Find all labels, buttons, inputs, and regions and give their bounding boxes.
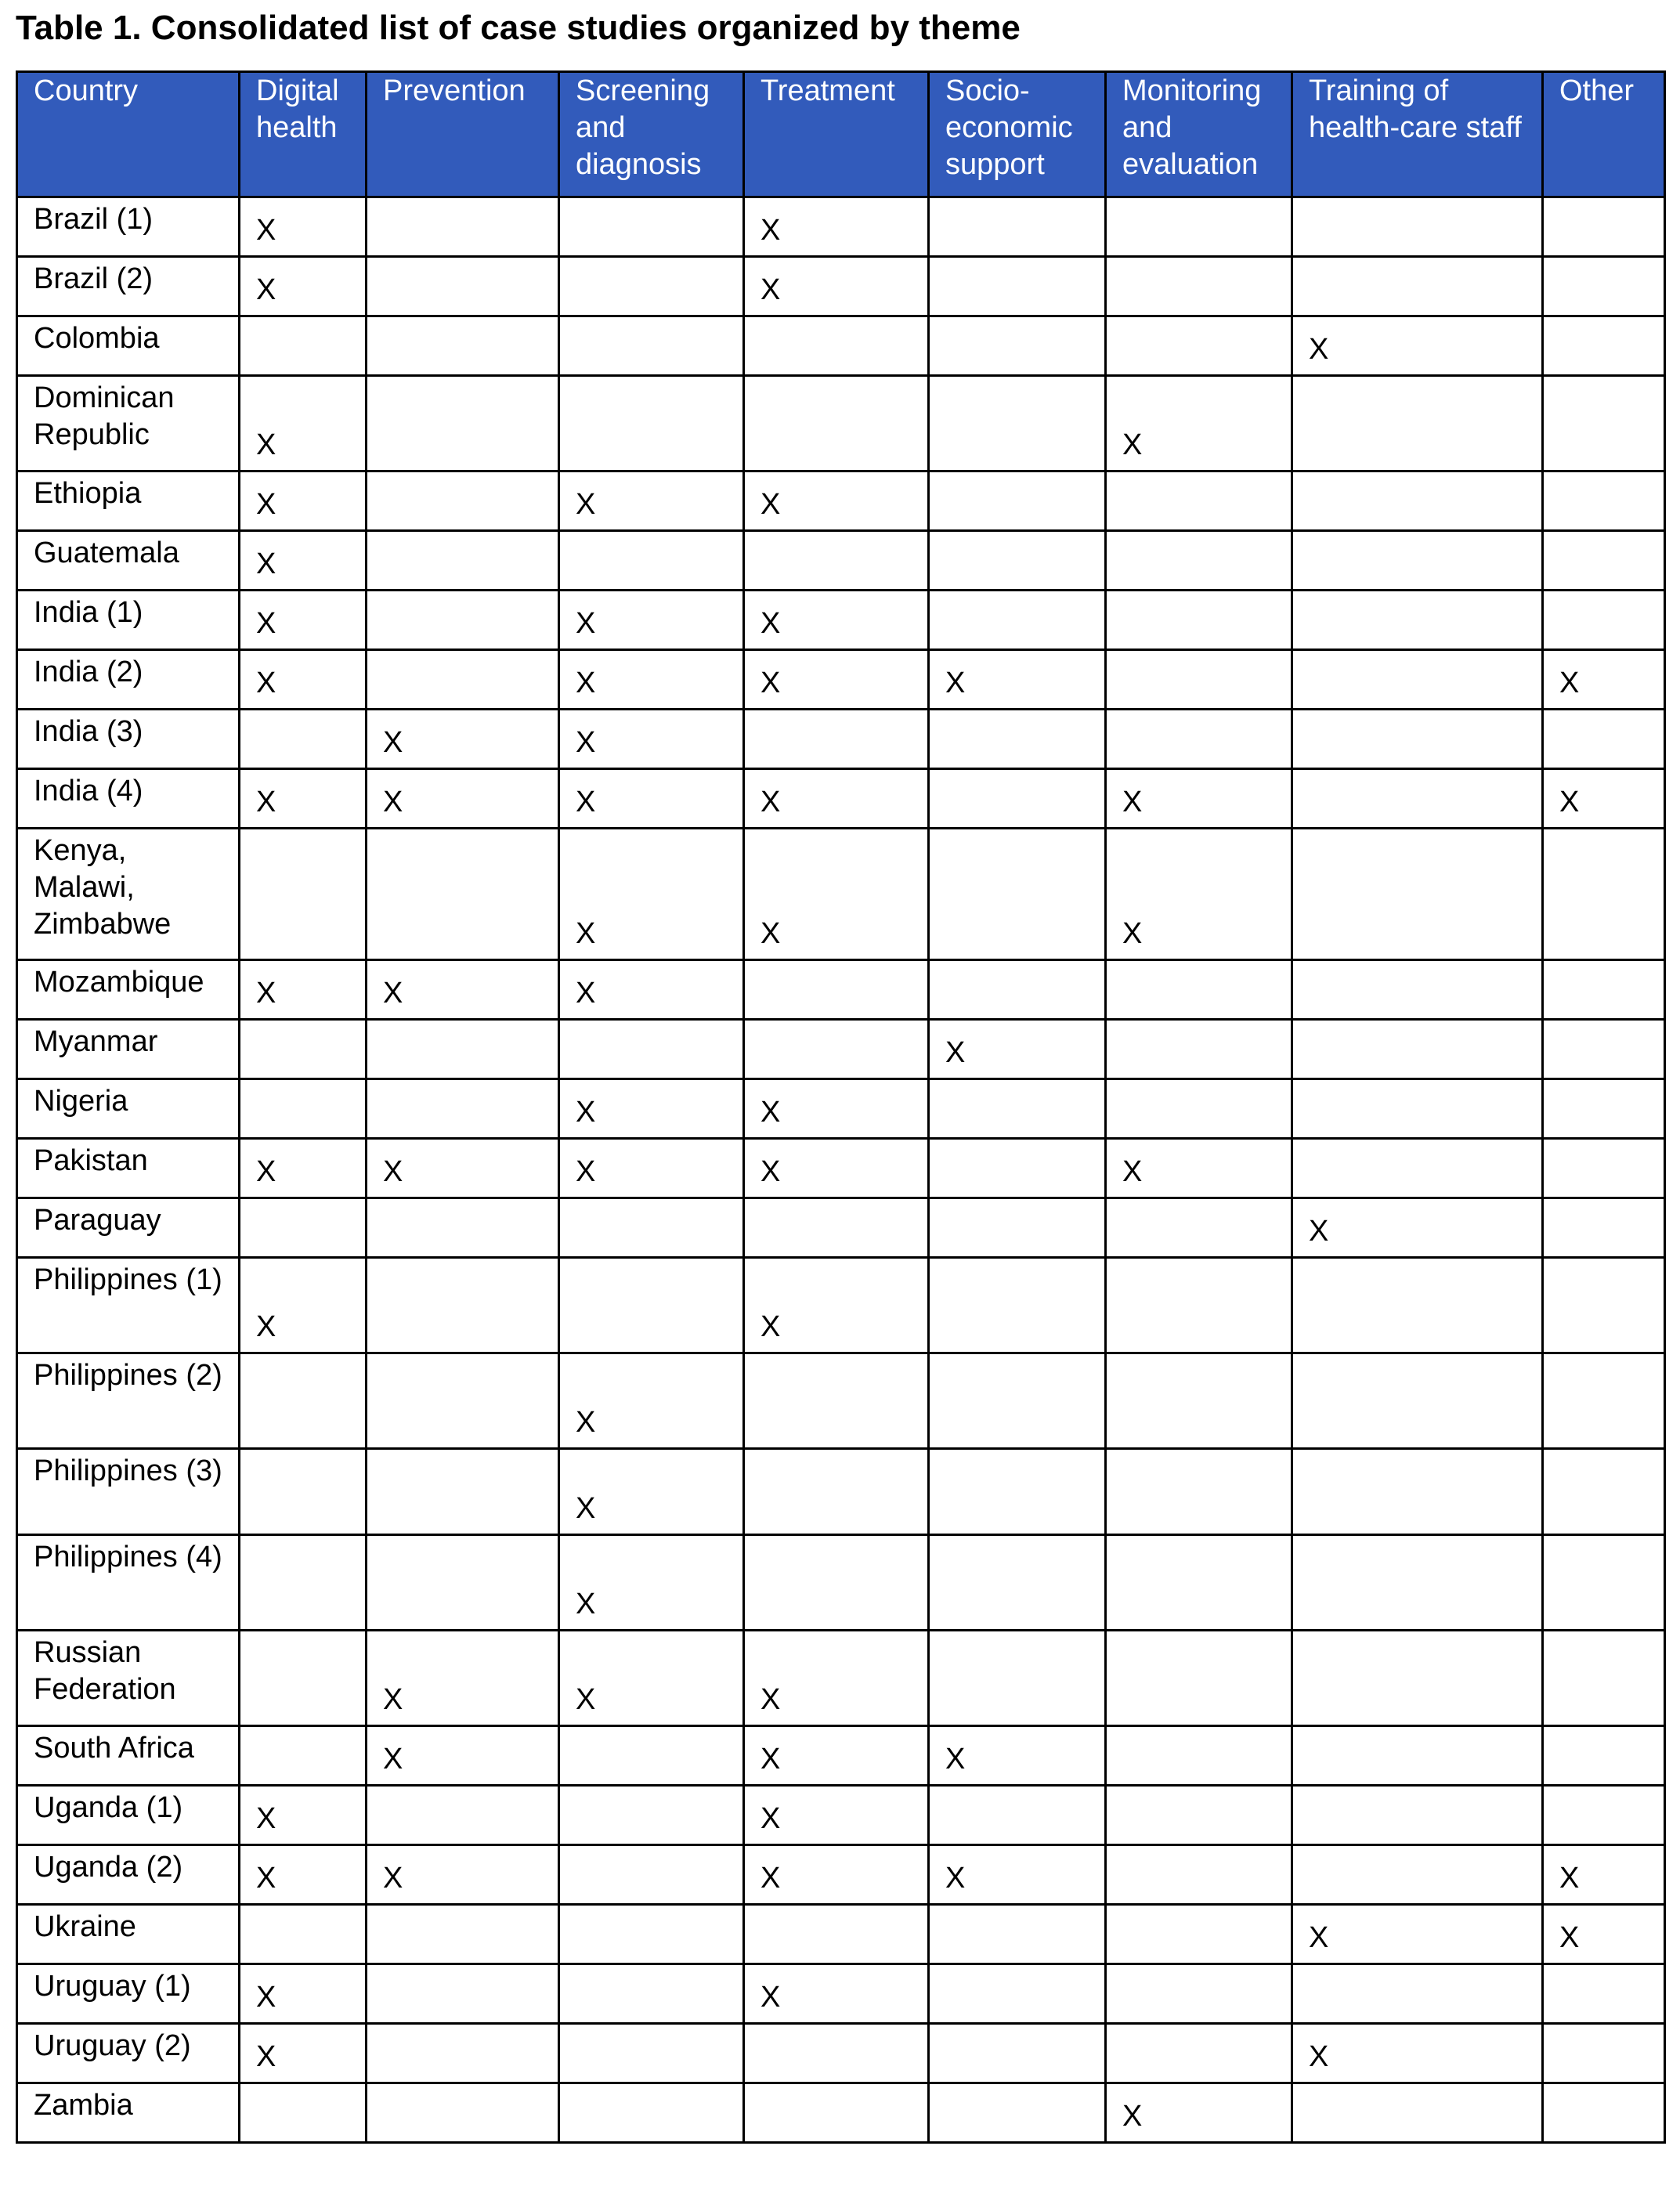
theme-mark-cell <box>1292 591 1543 650</box>
table-row <box>17 769 1665 829</box>
theme-mark-cell <box>367 591 559 650</box>
theme-mark-cell: X <box>240 257 367 316</box>
theme-mark-cell: X <box>559 710 744 769</box>
theme-mark-cell <box>1292 376 1543 471</box>
theme-mark-cell <box>744 2083 929 2143</box>
theme-mark-cell: X <box>929 1020 1106 1079</box>
theme-mark-cell <box>240 2083 367 2143</box>
theme-mark-cell: X <box>559 829 744 960</box>
table-row <box>17 316 1665 376</box>
theme-mark-cell <box>367 2024 559 2083</box>
theme-mark-cell: X <box>240 1845 367 1905</box>
theme-mark-cell <box>1543 1449 1665 1535</box>
theme-mark-cell: X <box>559 471 744 531</box>
theme-mark-cell: X <box>559 1449 744 1535</box>
theme-mark-cell: X <box>744 829 929 960</box>
theme-mark-cell: X <box>1292 1905 1543 1964</box>
theme-mark-cell <box>559 1786 744 1845</box>
theme-mark-cell: X <box>1106 829 1292 960</box>
theme-mark-cell <box>240 1726 367 1786</box>
theme-mark-cell: X <box>1106 769 1292 829</box>
theme-mark-cell: X <box>744 197 929 257</box>
country-cell: India (1) <box>17 591 240 650</box>
theme-mark-cell: X <box>367 710 559 769</box>
theme-mark-cell <box>559 1198 744 1258</box>
theme-mark-cell <box>240 1905 367 1964</box>
theme-mark-cell <box>1292 1449 1543 1535</box>
country-cell: Ethiopia <box>17 471 240 531</box>
theme-mark-cell <box>559 1964 744 2024</box>
country-cell: Pakistan <box>17 1139 240 1198</box>
theme-mark-cell <box>367 1449 559 1535</box>
theme-mark-cell: X <box>559 1353 744 1449</box>
column-header-other: Other <box>1543 72 1665 197</box>
country-cell: Brazil (1) <box>17 197 240 257</box>
theme-mark-cell <box>1543 1139 1665 1198</box>
table-row <box>17 471 1665 531</box>
table-row <box>17 960 1665 1020</box>
theme-mark-cell <box>1106 2024 1292 2083</box>
theme-mark-cell <box>1543 710 1665 769</box>
theme-mark-cell <box>929 591 1106 650</box>
table-row <box>17 257 1665 316</box>
theme-mark-cell <box>1106 650 1292 710</box>
theme-mark-cell <box>367 2083 559 2143</box>
theme-mark-cell: X <box>744 650 929 710</box>
table-row <box>17 1198 1665 1258</box>
theme-mark-cell <box>1543 531 1665 591</box>
theme-mark-cell: X <box>744 1258 929 1353</box>
theme-mark-cell <box>929 1535 1106 1631</box>
theme-mark-cell: X <box>744 1631 929 1726</box>
theme-mark-cell <box>1543 1786 1665 1845</box>
theme-mark-cell <box>1106 1905 1292 1964</box>
country-cell: Philippines (3) <box>17 1449 240 1535</box>
theme-mark-cell <box>929 1198 1106 1258</box>
theme-mark-cell <box>1292 471 1543 531</box>
theme-mark-cell: X <box>559 1079 744 1139</box>
country-cell: Paraguay <box>17 1198 240 1258</box>
theme-mark-cell <box>929 829 1106 960</box>
theme-mark-cell <box>929 2083 1106 2143</box>
theme-mark-cell <box>1106 471 1292 531</box>
theme-mark-cell: X <box>744 1845 929 1905</box>
theme-mark-cell: X <box>929 650 1106 710</box>
theme-mark-cell <box>1543 257 1665 316</box>
theme-mark-cell: X <box>367 1726 559 1786</box>
country-cell: Zambia <box>17 2083 240 2143</box>
theme-mark-cell <box>1543 1631 1665 1726</box>
table-row <box>17 1079 1665 1139</box>
theme-mark-cell <box>367 1020 559 1079</box>
country-cell: Kenya, Malawi, Zimbabwe <box>17 829 240 960</box>
theme-mark-cell <box>1543 2024 1665 2083</box>
table-row <box>17 1905 1665 1964</box>
theme-mark-cell <box>929 1449 1106 1535</box>
country-cell: Uruguay (2) <box>17 2024 240 2083</box>
theme-mark-cell: X <box>744 471 929 531</box>
theme-mark-cell: X <box>240 197 367 257</box>
theme-mark-cell <box>1292 197 1543 257</box>
country-cell: Philippines (2) <box>17 1353 240 1449</box>
theme-mark-cell: X <box>240 1258 367 1353</box>
theme-mark-cell <box>1292 1020 1543 1079</box>
country-cell: Colombia <box>17 316 240 376</box>
table-row <box>17 591 1665 650</box>
theme-mark-cell <box>367 376 559 471</box>
theme-mark-cell <box>559 1020 744 1079</box>
theme-mark-cell: X <box>929 1845 1106 1905</box>
country-cell: India (4) <box>17 769 240 829</box>
theme-mark-cell <box>1292 1964 1543 2024</box>
theme-mark-cell <box>1106 1631 1292 1726</box>
table-row <box>17 197 1665 257</box>
theme-mark-cell <box>559 1905 744 1964</box>
theme-mark-cell: X <box>1106 2083 1292 2143</box>
theme-mark-cell <box>929 1786 1106 1845</box>
column-header-prevention: Prevention <box>367 72 559 197</box>
theme-mark-cell: X <box>1543 769 1665 829</box>
theme-mark-cell <box>1543 1726 1665 1786</box>
theme-mark-cell: X <box>1543 1905 1665 1964</box>
theme-mark-cell <box>559 1845 744 1905</box>
country-cell: Uruguay (1) <box>17 1964 240 2024</box>
theme-mark-cell <box>1292 1535 1543 1631</box>
country-cell: Ukraine <box>17 1905 240 1964</box>
theme-mark-cell <box>1292 1786 1543 1845</box>
theme-mark-cell: X <box>744 1079 929 1139</box>
theme-mark-cell: X <box>1292 316 1543 376</box>
theme-mark-cell <box>1106 591 1292 650</box>
theme-mark-cell <box>1543 1020 1665 1079</box>
theme-mark-cell: X <box>559 591 744 650</box>
theme-mark-cell <box>1292 1845 1543 1905</box>
country-cell: Mozambique <box>17 960 240 1020</box>
table-row <box>17 1020 1665 1079</box>
theme-mark-cell <box>744 1449 929 1535</box>
theme-mark-cell <box>367 1258 559 1353</box>
theme-mark-cell <box>367 650 559 710</box>
theme-mark-cell <box>240 1353 367 1449</box>
theme-mark-cell <box>1543 960 1665 1020</box>
table-row <box>17 650 1665 710</box>
theme-mark-cell <box>929 960 1106 1020</box>
theme-mark-cell: X <box>744 591 929 650</box>
theme-mark-cell <box>1106 1198 1292 1258</box>
country-cell: Philippines (1) <box>17 1258 240 1353</box>
theme-mark-cell <box>1106 1964 1292 2024</box>
theme-mark-cell <box>559 257 744 316</box>
theme-mark-cell: X <box>367 1139 559 1198</box>
table-row <box>17 1726 1665 1786</box>
theme-mark-cell: X <box>559 1631 744 1726</box>
theme-mark-cell <box>929 1353 1106 1449</box>
column-header-country: Country <box>17 72 240 197</box>
theme-mark-cell: X <box>1543 650 1665 710</box>
theme-mark-cell <box>929 1139 1106 1198</box>
theme-mark-cell <box>744 376 929 471</box>
theme-mark-cell <box>744 1905 929 1964</box>
theme-mark-cell <box>744 710 929 769</box>
table-row <box>17 376 1665 471</box>
country-cell: Guatemala <box>17 531 240 591</box>
country-cell: Uganda (2) <box>17 1845 240 1905</box>
theme-mark-cell <box>240 1198 367 1258</box>
table-row <box>17 1139 1665 1198</box>
theme-mark-cell: X <box>1106 376 1292 471</box>
country-cell: Russian Federation <box>17 1631 240 1726</box>
theme-mark-cell <box>1292 829 1543 960</box>
theme-mark-cell <box>367 1535 559 1631</box>
theme-mark-cell: X <box>367 769 559 829</box>
table-body <box>17 197 1665 2143</box>
theme-mark-cell <box>1543 197 1665 257</box>
theme-mark-cell <box>1292 2083 1543 2143</box>
theme-mark-cell <box>1106 1535 1292 1631</box>
table-title: Table 1. Consolidated list of case studies organized by theme <box>16 9 1021 47</box>
theme-mark-cell: X <box>929 1726 1106 1786</box>
theme-mark-cell <box>367 1905 559 1964</box>
theme-mark-cell <box>367 1353 559 1449</box>
country-cell: South Africa <box>17 1726 240 1786</box>
theme-mark-cell <box>240 710 367 769</box>
theme-mark-cell <box>744 316 929 376</box>
theme-mark-cell: X <box>240 960 367 1020</box>
theme-mark-cell <box>367 197 559 257</box>
theme-mark-cell <box>1106 1845 1292 1905</box>
theme-mark-cell <box>744 1198 929 1258</box>
theme-mark-cell: X <box>240 1139 367 1198</box>
column-header-socio-economic-support: Socio-economic support <box>929 72 1106 197</box>
theme-mark-cell: X <box>240 2024 367 2083</box>
column-header-screening-diagnosis: Screening and diagnosis <box>559 72 744 197</box>
theme-mark-cell: X <box>1543 1845 1665 1905</box>
country-cell: Myanmar <box>17 1020 240 1079</box>
theme-mark-cell: X <box>367 960 559 1020</box>
theme-mark-cell <box>929 316 1106 376</box>
theme-mark-cell <box>240 316 367 376</box>
theme-mark-cell <box>744 2024 929 2083</box>
theme-mark-cell <box>367 829 559 960</box>
theme-mark-cell <box>240 1535 367 1631</box>
theme-mark-cell <box>1292 1139 1543 1198</box>
theme-mark-cell <box>367 471 559 531</box>
theme-mark-cell: X <box>367 1631 559 1726</box>
theme-mark-cell <box>1543 1353 1665 1449</box>
theme-mark-cell <box>929 1905 1106 1964</box>
theme-mark-cell <box>367 1198 559 1258</box>
theme-mark-cell <box>559 1258 744 1353</box>
column-header-monitoring-evaluation: Monitoring and evaluation <box>1106 72 1292 197</box>
country-cell: Philippines (4) <box>17 1535 240 1631</box>
theme-mark-cell <box>367 1786 559 1845</box>
theme-mark-cell <box>744 531 929 591</box>
theme-mark-cell <box>1543 1535 1665 1631</box>
theme-mark-cell: X <box>240 591 367 650</box>
table-row <box>17 710 1665 769</box>
theme-mark-cell <box>929 1631 1106 1726</box>
country-cell: Nigeria <box>17 1079 240 1139</box>
theme-mark-cell <box>1543 829 1665 960</box>
theme-mark-cell: X <box>744 1786 929 1845</box>
theme-mark-cell <box>1106 1258 1292 1353</box>
theme-mark-cell <box>367 1079 559 1139</box>
theme-mark-cell <box>1106 710 1292 769</box>
table-row <box>17 2024 1665 2083</box>
country-cell: Uganda (1) <box>17 1786 240 1845</box>
theme-mark-cell <box>1543 471 1665 531</box>
theme-mark-cell <box>367 1964 559 2024</box>
theme-mark-cell <box>1292 257 1543 316</box>
theme-mark-cell: X <box>744 1726 929 1786</box>
theme-mark-cell <box>1292 960 1543 1020</box>
theme-mark-cell <box>240 1449 367 1535</box>
theme-mark-cell <box>1106 197 1292 257</box>
theme-mark-cell: X <box>559 650 744 710</box>
theme-mark-cell <box>929 531 1106 591</box>
column-header-digital-health: Digital health <box>240 72 367 197</box>
theme-mark-cell: X <box>744 1139 929 1198</box>
theme-mark-cell <box>1543 591 1665 650</box>
table-row <box>17 1258 1665 1353</box>
theme-mark-cell <box>559 531 744 591</box>
theme-mark-cell: X <box>559 1535 744 1631</box>
theme-mark-cell: X <box>240 376 367 471</box>
theme-mark-cell <box>1292 1726 1543 1786</box>
theme-mark-cell <box>559 2083 744 2143</box>
theme-mark-cell <box>1106 1449 1292 1535</box>
theme-mark-cell: X <box>559 960 744 1020</box>
theme-mark-cell <box>240 1079 367 1139</box>
theme-mark-cell: X <box>1106 1139 1292 1198</box>
theme-mark-cell <box>1543 1964 1665 2024</box>
theme-mark-cell <box>1543 376 1665 471</box>
theme-mark-cell: X <box>1292 2024 1543 2083</box>
theme-mark-cell <box>559 1726 744 1786</box>
theme-mark-cell <box>559 2024 744 2083</box>
theme-mark-cell <box>367 257 559 316</box>
theme-mark-cell <box>1106 960 1292 1020</box>
theme-mark-cell <box>559 316 744 376</box>
table-row <box>17 1449 1665 1535</box>
theme-mark-cell <box>1543 2083 1665 2143</box>
theme-mark-cell <box>367 531 559 591</box>
table-row <box>17 1535 1665 1631</box>
theme-mark-cell: X <box>240 471 367 531</box>
theme-mark-cell: X <box>559 1139 744 1198</box>
table-row <box>17 1353 1665 1449</box>
theme-mark-cell: X <box>744 257 929 316</box>
column-header-treatment: Treatment <box>744 72 929 197</box>
theme-mark-cell: X <box>240 531 367 591</box>
theme-mark-cell <box>929 710 1106 769</box>
theme-mark-cell <box>1543 316 1665 376</box>
theme-mark-cell <box>1292 1353 1543 1449</box>
theme-mark-cell <box>1292 531 1543 591</box>
theme-mark-cell <box>1543 1198 1665 1258</box>
theme-mark-cell <box>744 960 929 1020</box>
theme-mark-cell <box>1543 1079 1665 1139</box>
theme-mark-cell: X <box>744 769 929 829</box>
theme-mark-cell: X <box>240 769 367 829</box>
theme-mark-cell <box>1292 769 1543 829</box>
theme-mark-cell <box>929 257 1106 316</box>
table-row <box>17 829 1665 960</box>
theme-mark-cell: X <box>240 1964 367 2024</box>
table-row <box>17 2083 1665 2143</box>
theme-mark-cell <box>929 471 1106 531</box>
theme-mark-cell <box>1106 316 1292 376</box>
theme-mark-cell <box>929 376 1106 471</box>
theme-mark-cell <box>559 376 744 471</box>
theme-mark-cell: X <box>367 1845 559 1905</box>
theme-mark-cell <box>240 1020 367 1079</box>
theme-mark-cell <box>929 1079 1106 1139</box>
theme-mark-cell <box>1106 257 1292 316</box>
table-row <box>17 531 1665 591</box>
country-cell: India (3) <box>17 710 240 769</box>
table-row <box>17 1964 1665 2024</box>
theme-mark-cell <box>1292 1079 1543 1139</box>
theme-mark-cell <box>744 1535 929 1631</box>
theme-mark-cell <box>1106 1020 1292 1079</box>
theme-mark-cell: X <box>240 650 367 710</box>
theme-mark-cell: X <box>744 1964 929 2024</box>
theme-mark-cell <box>929 1258 1106 1353</box>
theme-mark-cell <box>929 2024 1106 2083</box>
theme-mark-cell <box>559 197 744 257</box>
theme-mark-cell <box>1543 1258 1665 1353</box>
table-row <box>17 1845 1665 1905</box>
theme-mark-cell <box>744 1020 929 1079</box>
country-cell: India (2) <box>17 650 240 710</box>
table-row <box>17 1786 1665 1845</box>
theme-mark-cell: X <box>1292 1198 1543 1258</box>
header-row <box>17 72 1665 197</box>
table-row <box>17 1631 1665 1726</box>
theme-mark-cell <box>240 829 367 960</box>
theme-mark-cell <box>929 197 1106 257</box>
column-header-training-staff: Training of health-care staff <box>1292 72 1543 197</box>
theme-mark-cell <box>929 769 1106 829</box>
theme-mark-cell <box>1106 1079 1292 1139</box>
theme-mark-cell <box>1106 531 1292 591</box>
country-cell: Brazil (2) <box>17 257 240 316</box>
theme-mark-cell <box>929 1964 1106 2024</box>
country-cell: Dominican Republic <box>17 376 240 471</box>
theme-mark-cell <box>1106 1726 1292 1786</box>
theme-mark-cell <box>240 1631 367 1726</box>
theme-mark-cell <box>744 1353 929 1449</box>
theme-mark-cell <box>367 316 559 376</box>
case-studies-table <box>16 70 1666 2144</box>
theme-mark-cell <box>1292 1631 1543 1726</box>
theme-mark-cell: X <box>559 769 744 829</box>
theme-mark-cell <box>1106 1786 1292 1845</box>
theme-mark-cell <box>1292 710 1543 769</box>
theme-mark-cell: X <box>240 1786 367 1845</box>
theme-mark-cell <box>1292 650 1543 710</box>
theme-mark-cell <box>1106 1353 1292 1449</box>
theme-mark-cell <box>1292 1258 1543 1353</box>
